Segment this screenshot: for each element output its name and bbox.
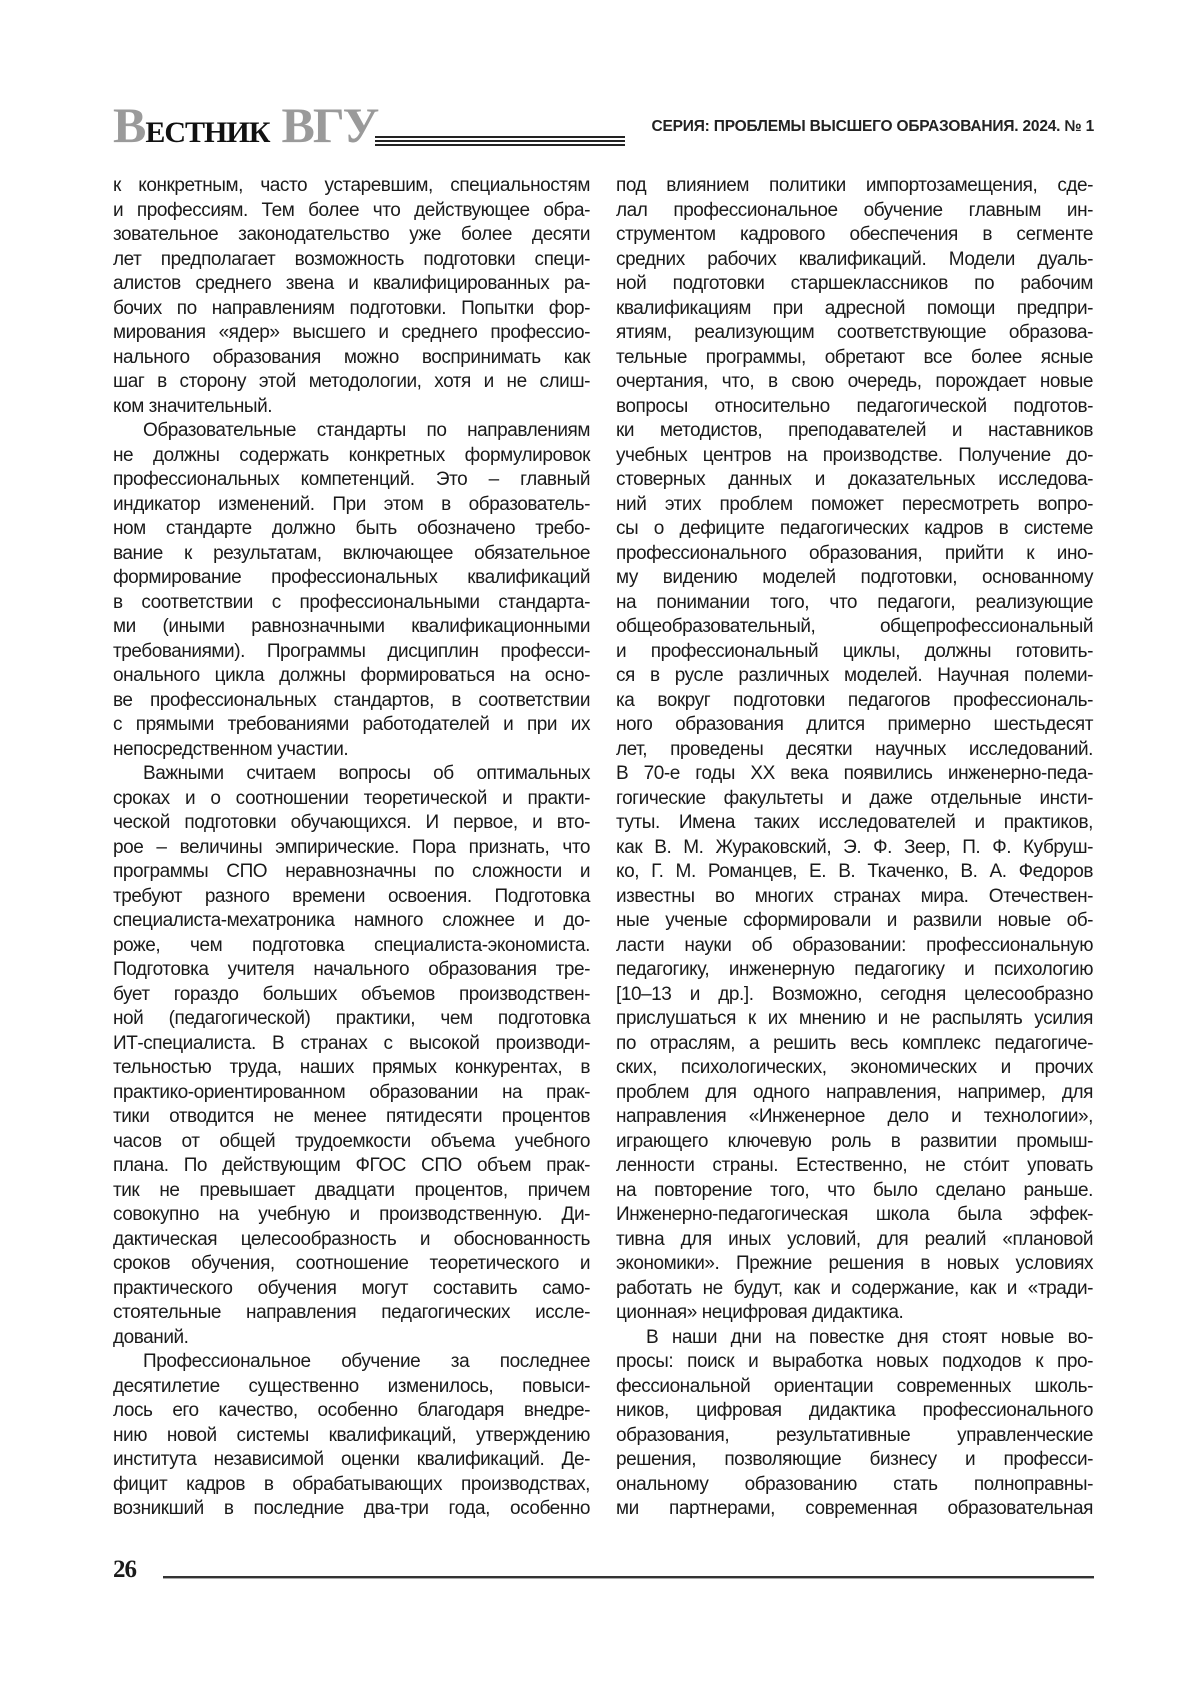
text-line: профессиональных компетенций. Это – главный [113,468,590,493]
text-line: лет, проведены десятки научных исследований. [616,738,1093,763]
text-line: вание к результатам, включающее обязательное [113,542,590,567]
text-line: бует гораздо больших объемов производствен- [113,983,590,1008]
text-line: сы о дефиците педагогических кадров в системе [616,517,1093,542]
text-line: играющего ключевую роль в развитии промыш- [616,1130,1093,1155]
text-line: практического обучения могут составить само- [113,1277,590,1302]
text-line: института независимой оценки квалификаций. Де- [113,1448,590,1473]
text-line: тики отводится не менее пятидесяти процентов [113,1105,590,1130]
paragraph [616,1326,1093,1522]
text-line: ласти науки об образовании: профессиональную [616,934,1093,959]
paragraph [616,174,1093,1326]
text-line: работать не будут, как и содержание, как и «тради- [616,1277,1093,1302]
text-line: нального образования можно воспринимать как [113,346,590,371]
text-line: ные ученые сформировали и развили новые об- [616,909,1093,934]
text-line: по отраслям, а решить весь комплекс педагогиче- [616,1032,1093,1057]
text-line: Образовательные стандарты по направлениям [113,419,590,444]
paragraph [113,174,590,419]
text-line: [10–13 и др.]. Возможно, сегодня целесообразно [616,983,1093,1008]
text-line: фицит кадров в обрабатывающих производствах, [113,1473,590,1498]
text-line: ся в русле различных моделей. Научная полеми- [616,664,1093,689]
text-line: известны во многих странах мира. Отечествен- [616,885,1093,910]
text-line: ко, Г. М. Романцев, Е. В. Ткаченко, В. А. Федоров [616,860,1093,885]
text-line: плана. По действующим ФГОС СПО объем прак- [113,1154,590,1179]
text-line: в соответствии с профессиональными стандарта- [113,591,590,616]
paragraph [113,1350,590,1522]
text-line: ной (педагогической) практики, чем подготовка [113,1007,590,1032]
text-line: очертания, что, в свою очередь, порождает новые [616,370,1093,395]
text-line: десятилетие существенно изменилось, повыси- [113,1375,590,1400]
text-line: тельные программы, обретают все более ясные [616,346,1093,371]
text-line: индикатор изменений. При этом в образователь- [113,493,590,518]
text-line: зовательное законодательство уже более десяти [113,223,590,248]
text-line: ного образования длится примерно шестьдесят [616,713,1093,738]
text-line: Профессиональное обучение за последнее [113,1350,590,1375]
logo-initial: В [113,97,145,153]
text-line: рое – величины эмпирические. Пора признать, что [113,836,590,861]
text-line: алистов среднего звена и квалифицированных ра- [113,272,590,297]
text-line: мирования «ядер» высшего и среднего профессио- [113,321,590,346]
journal-logo [113,100,377,150]
text-line: учебных центров на производстве. Получение до- [616,444,1093,469]
text-line: струментом кадрового обеспечения в сегменте [616,223,1093,248]
text-line: онального цикла должны формироваться на осно- [113,664,590,689]
text-line: общеобразовательный, общепрофессиональный [616,615,1093,640]
text-line: туты. Имена таких исследователей и практиков, [616,811,1093,836]
text-line: формирование профессиональных квалификаций [113,566,590,591]
text-line: ве профессиональных стандартов, в соответствии [113,689,590,714]
text-line: ной подготовки старшеклассников по рабочим [616,272,1093,297]
text-line: Важными считаем вопросы об оптимальных [113,762,590,787]
text-line: дактическая целесообразность и обоснованность [113,1228,590,1253]
text-line: ских, психологических, экономических и прочих [616,1056,1093,1081]
text-line: шаг в сторону этой методологии, хотя и не слиш- [113,370,590,395]
text-line: тельностью труда, наших прямых конкурентах, в [113,1056,590,1081]
text-line: образования, результативные управленческие [616,1424,1093,1449]
text-line: ки методистов, преподавателей и наставников [616,419,1093,444]
text-line: на повторение того, что было сделано раньше. [616,1179,1093,1204]
text-line: совокупно на учебную и производственную. Ди- [113,1203,590,1228]
page-footer [113,1556,1094,1586]
text-line: му видению моделей подготовки, основанному [616,566,1093,591]
text-line: дований. [113,1326,590,1351]
text-line: часов от общей трудоемкости объема учебного [113,1130,590,1155]
text-line: ционная» нецифровая дидактика. [616,1301,1093,1326]
text-line: Инженерно-педагогическая школа была эффек- [616,1203,1093,1228]
text-line: В наши дни на повестке дня стоят новые во- [616,1326,1093,1351]
text-line: лось его качество, особенно благодаря внедре- [113,1399,590,1424]
text-line: сроков обучения, соотношение теоретического и [113,1252,590,1277]
text-line: средних рабочих квалификаций. Модели дуаль- [616,248,1093,273]
text-line: требованиями). Программы дисциплин професси- [113,640,590,665]
text-line: как В. М. Жураковский, Э. Ф. Зеер, П. Ф. Кубруш- [616,836,1093,861]
text-line: не должны содержать конкретных формулировок [113,444,590,469]
text-line: ка вокруг подготовки педагогов профессиональ- [616,689,1093,714]
text-line: к конкретным, часто устаревшим, специальностям [113,174,590,199]
text-line: ИТ-специалиста. В странах с высокой производи- [113,1032,590,1057]
text-line: стоверных данных и доказательных исследова- [616,468,1093,493]
running-header [113,100,1094,150]
text-line: ми партнерами, современная образовательная [616,1497,1093,1522]
footer-rule [163,1576,1094,1579]
text-line: ников, цифровая дидактика профессионального [616,1399,1093,1424]
text-line: направления «Инженерное дело и технологии», [616,1105,1093,1130]
text-line: непосредственном участии. [113,738,590,763]
text-line: вопросы относительно педагогической подготов- [616,395,1093,420]
right-column [616,174,1093,1522]
logo-rest: ЕСТНИК [145,116,269,149]
logo-vgu: ВГУ [281,97,377,153]
text-line: проблем для одного направления, например, для [616,1081,1093,1106]
text-line: ком значительный. [113,395,590,420]
text-line: и профессиям. Тем более что действующее обра- [113,199,590,224]
text-line: стоятельные направления педагогических иссле- [113,1301,590,1326]
page-number: 26 [113,1556,136,1584]
text-line: педагогику, инженерную педагогику и психологию [616,958,1093,983]
text-line: ми (иными равнозначными квалификационными [113,615,590,640]
text-line: лет предполагает возможность подготовки специ- [113,248,590,273]
text-line: В 70-е годы XX века появились инженерно-педа- [616,762,1093,787]
text-line: на понимании того, что педагоги, реализующие [616,591,1093,616]
text-line: Подготовка учителя начального образования тре- [113,958,590,983]
left-column [113,174,590,1522]
text-line: прислушаться к их мнению и не распылять усилия [616,1007,1093,1032]
text-line: сроках и о соотношении теоретической и практи- [113,787,590,812]
text-line: бочих по направлениям подготовки. Попытки фор- [113,297,590,322]
header-rule [375,136,625,148]
text-line: ятиям, реализующим соответствующие образова- [616,321,1093,346]
paragraph [113,762,590,1350]
text-line: ном стандарте должно быть обозначено требо- [113,517,590,542]
text-line: роже, чем подготовка специалиста-экономиста. [113,934,590,959]
text-line: нию новой системы квалификаций, утверждению [113,1424,590,1449]
text-line: просы: поиск и выработка новых подходов к про- [616,1350,1093,1375]
text-line: с прямыми требованиями работодателей и при их [113,713,590,738]
text-line: специалиста-мехатроника намного сложнее и до- [113,909,590,934]
text-line: ональному образованию стать полноправны- [616,1473,1093,1498]
text-line: практико-ориентированном образовании на прак- [113,1081,590,1106]
text-line: ленности страны. Естественно, не стóит уповать [616,1154,1093,1179]
text-line: ний этих проблем поможет пересмотреть вопро- [616,493,1093,518]
text-line: ческой подготовки обучающихся. И первое, и вто- [113,811,590,836]
text-line: под влиянием политики импортозамещения, сде- [616,174,1093,199]
text-line: тик не превышает двадцати процентов, причем [113,1179,590,1204]
text-line: решения, позволяющие бизнесу и професси- [616,1448,1093,1473]
text-line: фессиональной ориентации современных школь- [616,1375,1093,1400]
text-line: экономики». Прежние решения в новых условиях [616,1252,1093,1277]
text-line: возникший в последние два-три года, особенно [113,1497,590,1522]
paragraph [113,419,590,762]
text-line: и профессиональный циклы, должны готовить- [616,640,1093,665]
text-line: тивна для иных условий, для реалий «плановой [616,1228,1093,1253]
text-line: профессионального образования, прийти к ино- [616,542,1093,567]
text-line: гогические факультеты и даже отдельные инсти- [616,787,1093,812]
text-line: квалификациям при адресной помощи предпри- [616,297,1093,322]
series-title: СЕРИЯ: ПРОБЛЕМЫ ВЫСШЕГО ОБРАЗОВАНИЯ. 2024. № 1 [652,118,1094,136]
text-line: требуют разного времени освоения. Подготовка [113,885,590,910]
text-line: лал профессиональное обучение главным ин- [616,199,1093,224]
text-line: программы СПО неравнозначны по сложности и [113,860,590,885]
